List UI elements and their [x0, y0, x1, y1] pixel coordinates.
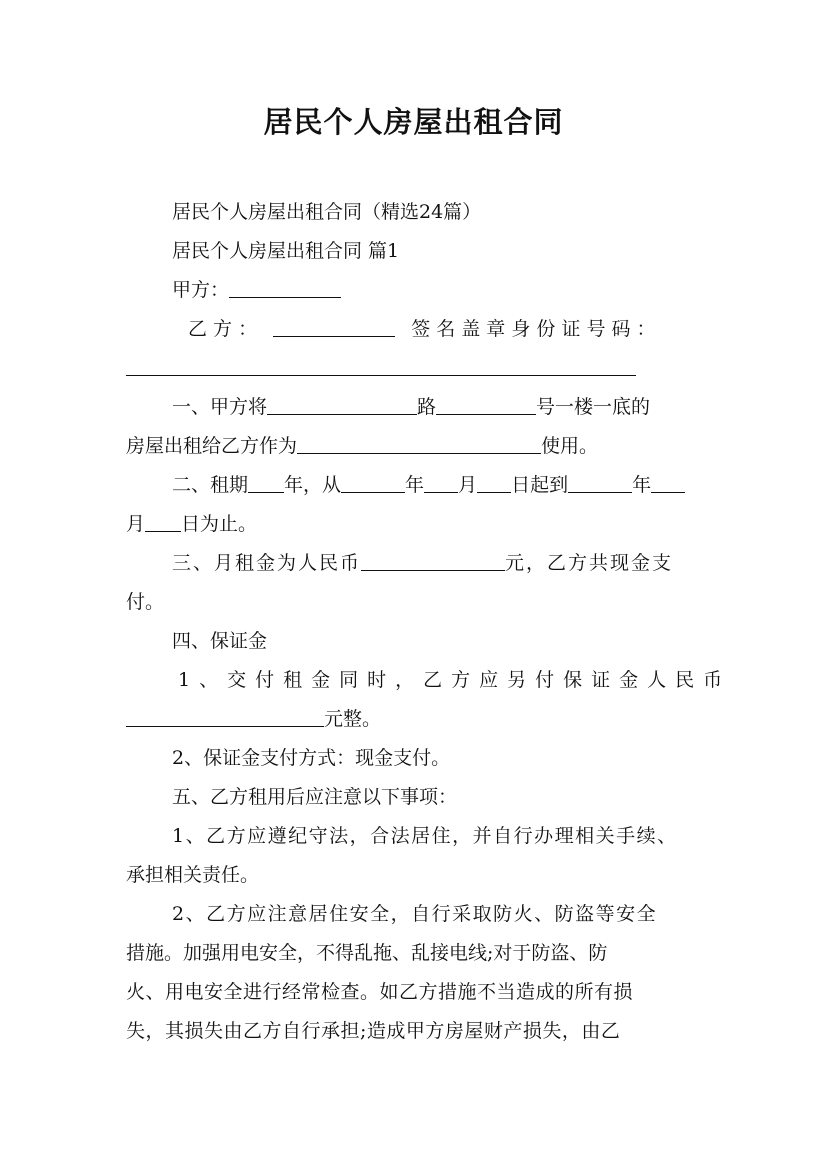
- clause-2-line-2: 月 日为止。: [126, 513, 258, 535]
- clause-1-line-2: 房屋出租给乙方作为 使用。: [126, 435, 599, 457]
- clause-5-2-line-4: 失，其损失由乙方自行承担;造成甲方房屋财产损失，由乙: [126, 1020, 621, 1042]
- blank-field: [568, 472, 632, 493]
- clause-5-2-line-2: 措施。加强用电安全，不得乱拖、乱接电线;对于防盗、防: [126, 942, 608, 964]
- blank-field: [267, 394, 417, 415]
- clause-4-1-line-1: 1、交付租金同时，乙方应另付保证金人民币: [178, 669, 732, 691]
- clause-4-2-line: 2、保证金支付方式：现金支付。: [172, 747, 451, 769]
- blank-field: [341, 472, 405, 493]
- party-a-line: 甲方：: [126, 271, 748, 309]
- blank-field: [126, 355, 636, 376]
- clause-5-1-line-2: 承担相关责任。: [126, 864, 260, 886]
- blank-field: [145, 511, 181, 532]
- blank-field: [273, 316, 395, 337]
- blank-field: [424, 472, 458, 493]
- clause-4-1-line-2: 元整。: [126, 700, 702, 738]
- clause-3-line-1: 三、月租金为人民币 元，乙方共现金支: [172, 552, 674, 574]
- clause-5-heading: 五、乙方租用后应注意以下事项：: [172, 786, 458, 808]
- blank-field: [651, 472, 685, 493]
- section-heading: 居民个人房屋出租合同 篇1: [172, 240, 400, 262]
- blank-field: [477, 472, 511, 493]
- subtitle-line: 居民个人房屋出租合同（精选24篇）: [172, 201, 482, 223]
- clause-5-1-line-1: 1、乙方应遵纪守法，合法居住，并自行办理相关手续、: [172, 825, 678, 847]
- party-b-line: 乙 方 ： 签 名 盖 章 身 份 证 号 码 ：: [188, 318, 656, 340]
- document-title: 居民个人房屋出租合同: [263, 105, 564, 139]
- signature-blank-line: [126, 349, 702, 387]
- clause-3-line-2: 付。: [126, 591, 165, 613]
- blank-field: [297, 433, 541, 454]
- clause-2-line-1: 二、租期 年，从 年 月 日起到 年: [126, 466, 748, 504]
- clause-4-heading: 四、保证金: [172, 630, 268, 652]
- clause-5-2-line-1: 2、乙方应注意居住安全，自行采取防火、防盗等安全: [172, 903, 658, 925]
- clause-1-line-1: 一、甲方将 路 号一楼一底的: [172, 396, 651, 418]
- blank-field: [361, 550, 505, 571]
- blank-field: [126, 706, 324, 727]
- blank-field: [436, 394, 536, 415]
- clause-5-2-line-3: 火、用电安全进行经常检查。如乙方措施不当造成的所有损: [126, 981, 634, 1003]
- blank-field: [248, 472, 284, 493]
- blank-field: [229, 277, 341, 298]
